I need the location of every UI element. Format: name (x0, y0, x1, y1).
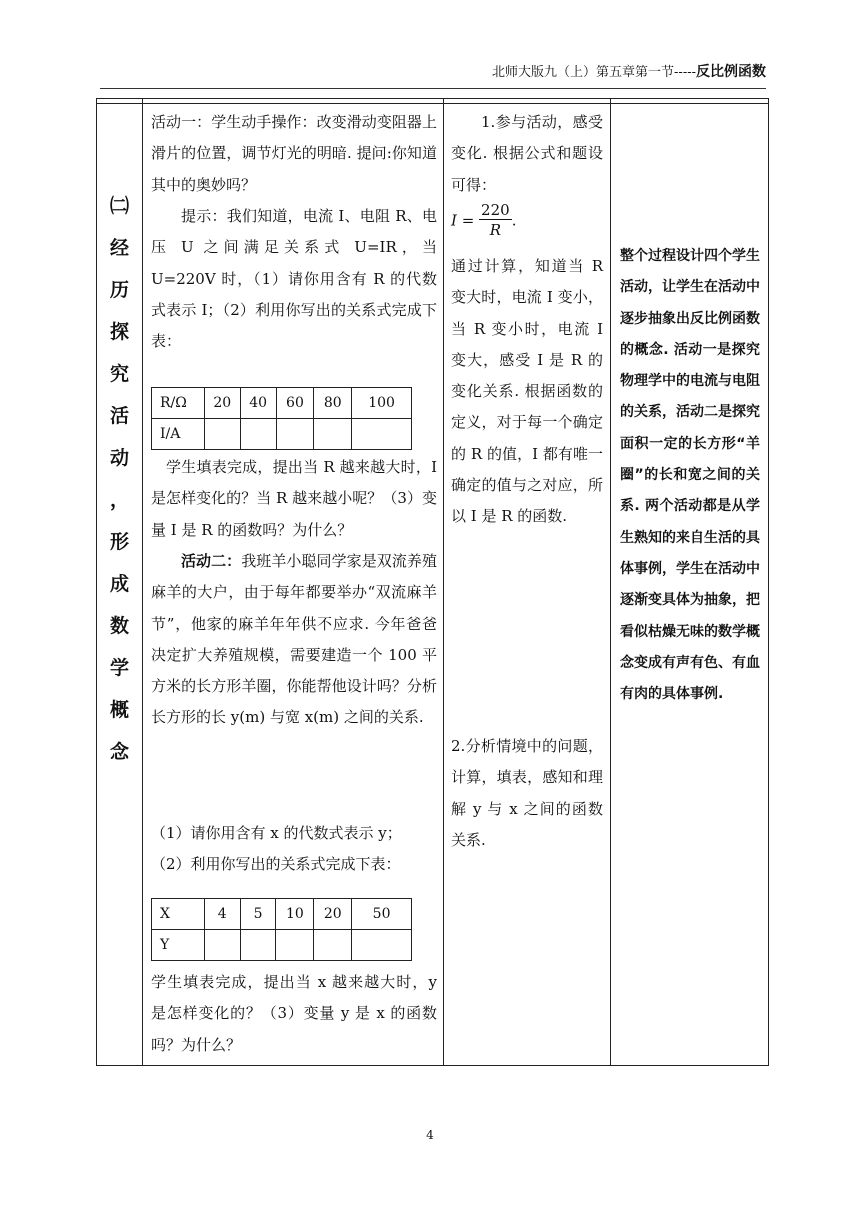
table-cell: 50 (352, 899, 412, 930)
stage-label-char: 形 (109, 531, 129, 553)
formula-end: . (511, 211, 517, 230)
table-row (152, 899, 412, 930)
table-cell (276, 930, 314, 961)
activity2-title: 活动二： (181, 552, 242, 570)
stage-label-char: ， (109, 489, 129, 511)
table-cell (204, 419, 240, 450)
design-intent-text: 整个过程设计四个学生活动，让学生在活动中逐步抽象出反比例函数的概念. 活动一是探究物理学中的电流与电阻的关系，活动二是探究面积一定的长方形“羊圈”的长和宽之间的关系. 两个活动都是从学生熟知的来自生活的具体事例，学生在活动中逐渐变具体为抽象，把看似枯燥无味的数学概念变成有声有色、有血有肉的具体事例. (620, 248, 760, 703)
hint-text: 提示：我们知道，电流 I、电阻 R、电压 U 之间满足关系式 U=IR，当 U=220V 时，（1）请你用含有 R 的代数式表示 I；（2）利用你写出的关系式完成下表： (151, 207, 437, 351)
header-course: 北师大版九（上）第五章第一节----- (492, 65, 696, 80)
current-formula (451, 201, 516, 240)
stage-label-char: 学 (109, 657, 129, 679)
table-header-cell: Y (152, 930, 205, 961)
stage-label-char: 活 (109, 405, 129, 427)
table-cell (204, 930, 240, 961)
student-part1-intro: 1.参与活动，感受变化. 根据公式和题设可得： (451, 113, 603, 194)
table-cell: 10 (276, 899, 314, 930)
page-header (100, 62, 766, 83)
stage-label-char: 成 (109, 573, 129, 595)
question-1: （1）请你用含有 x 的代数式表示 y； (151, 824, 402, 842)
table-header-cell: I/A (152, 419, 205, 450)
formula-fraction (479, 201, 512, 240)
table-cell: 20 (314, 899, 352, 930)
table-cell (352, 419, 412, 450)
stage-label-char: 历 (109, 279, 129, 301)
stage-label-char: 探 (109, 321, 129, 343)
activity1-text: 活动一：学生动手操作：改变滑动变阻器上滑片的位置，调节灯光的明暗. 提问:你知道其中的奥妙吗？ (151, 113, 437, 194)
page-number: 4 (426, 1128, 434, 1142)
table-header-cell: X (152, 899, 205, 930)
table-row (152, 930, 412, 961)
stage-label-char: ㈡ (109, 195, 129, 217)
table-cell (240, 419, 276, 450)
table-cell (314, 419, 352, 450)
table-cell (276, 419, 314, 450)
stage-column (97, 99, 142, 1065)
table-row (152, 388, 412, 419)
design-intent-column (610, 99, 769, 1065)
table-cell: 60 (276, 388, 314, 419)
formula-numerator: 220 (481, 201, 510, 219)
question-2: （2）利用你写出的关系式完成下表： (151, 855, 401, 873)
stage-label-char: 究 (109, 363, 129, 385)
teacher-activity-column (143, 99, 443, 1065)
student-activity-column (443, 99, 610, 1065)
table-cell: 80 (314, 388, 352, 419)
table-cell: 100 (352, 388, 412, 419)
table-cell (352, 930, 412, 961)
table-cell: 4 (204, 899, 240, 930)
after-table1-text: 学生填表完成，提出当 R 越来越大时，I 是怎样变化的？当 R 越来越小呢？（3）变量 I 是 R 的函数吗？为什么？ (151, 458, 437, 539)
header-rule (100, 88, 766, 89)
student-part2: 2.分析情境中的问题，计算，填表，感知和理解 y 与 x 之间的函数关系. (451, 737, 603, 849)
table-cell (240, 930, 276, 961)
resistance-current-table (151, 387, 412, 450)
table-row (152, 419, 412, 450)
stage-label (97, 185, 142, 773)
width-length-table (151, 898, 412, 961)
table-header-cell: R/Ω (152, 388, 205, 419)
table-cell: 5 (240, 899, 276, 930)
formula-lhs: I = (451, 211, 475, 230)
activity2-body: 我班羊小聪同学家是双流养殖麻羊的大户，由于每年都要举办“双流麻羊节”，他家的麻羊年年供不应求. 今年爸爸决定扩大养殖规模，需要建造一个 100 平方米的长方形羊圈，你能帮他设计吗？分析长方形的长 y(m) 与宽 x(m) 之间的关系. (151, 552, 437, 727)
after-table2-text: 学生填表完成，提出当 x 越来越大时，y 是怎样变化的？（3）变量 y 是 x 的函数吗？为什么？ (151, 973, 437, 1054)
activity2-text (151, 546, 437, 734)
table-cell: 20 (204, 388, 240, 419)
stage-label-char: 数 (109, 615, 129, 637)
table-cell (314, 930, 352, 961)
stage-label-char: 念 (109, 741, 129, 763)
stage-label-char: 动 (109, 447, 129, 469)
lesson-table (96, 98, 769, 1066)
stage-label-char: 经 (109, 237, 129, 259)
table-cell: 40 (240, 388, 276, 419)
student-part1-body: 通过计算，知道当 R 变大时，电流 I 变小，当 R 变小时，电流 I 变大，感受 I 是 R 的变化关系. 根据函数的定义，对于每一个确定的 R 的值，I 都有唯一确定的值与之对应，所以 I 是 R 的函数. (451, 257, 603, 526)
stage-label-char: 概 (109, 699, 129, 721)
formula-denominator: R (489, 221, 502, 239)
header-topic: 反比例函数 (696, 64, 766, 80)
